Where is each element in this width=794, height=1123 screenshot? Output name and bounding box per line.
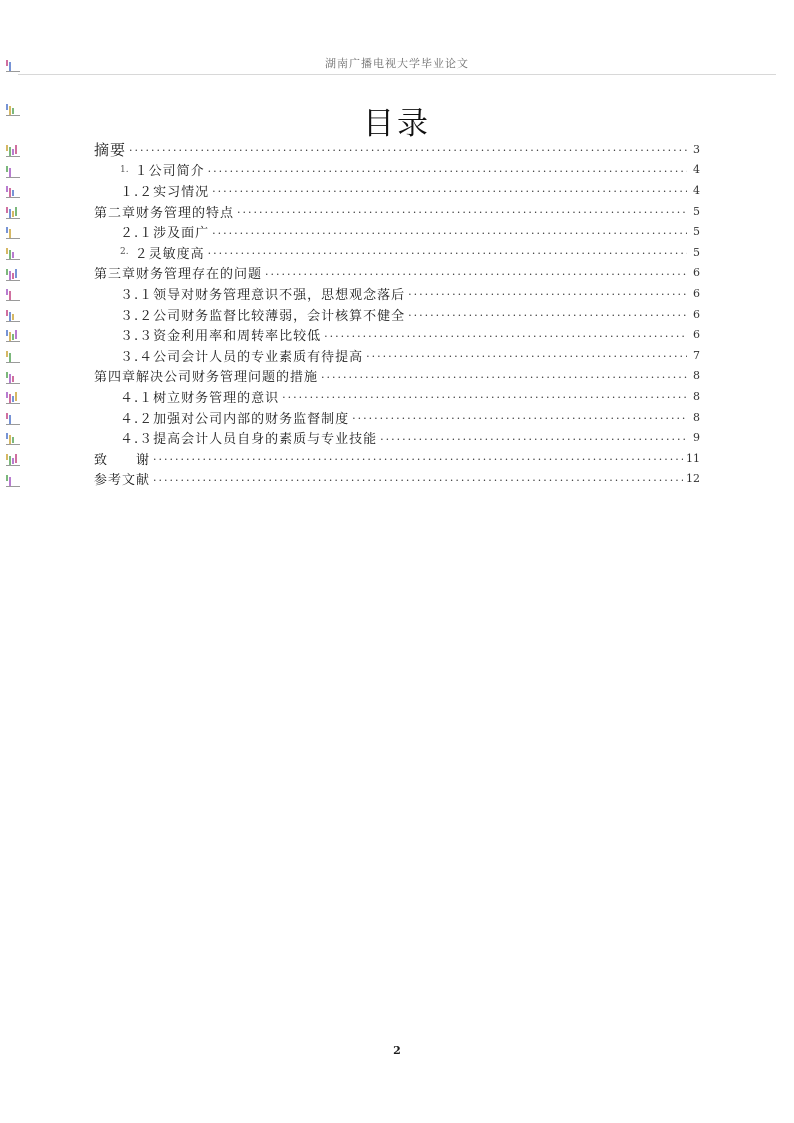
toc-entry-page: 6 bbox=[693, 328, 700, 342]
toc-entry[interactable] bbox=[94, 263, 700, 284]
toc-entry[interactable] bbox=[94, 180, 700, 201]
toc-entry-prefix: 2. bbox=[120, 247, 129, 258]
toc-entry[interactable] bbox=[94, 201, 700, 222]
toc-entry-label: ３.２公司财务监督比较薄弱，会计核算不健全 bbox=[120, 308, 406, 324]
toc-entry[interactable] bbox=[94, 386, 700, 407]
revision-mark bbox=[6, 392, 20, 404]
toc-leader-dots bbox=[153, 454, 683, 466]
toc-entry-label: ３.３资金利用率和周转率比较低 bbox=[120, 329, 322, 345]
toc-entry-label: 摘要 bbox=[94, 140, 127, 159]
toc-leader-dots bbox=[208, 166, 687, 178]
toc-leader-dots bbox=[208, 248, 687, 260]
toc-leader-dots bbox=[282, 392, 687, 404]
toc-entry[interactable] bbox=[94, 242, 700, 263]
toc-entry-page: 7 bbox=[693, 348, 700, 362]
revision-mark bbox=[6, 351, 20, 363]
toc-entry[interactable] bbox=[94, 407, 700, 428]
toc-entry-page: 4 bbox=[693, 163, 700, 177]
toc-entry-page: 8 bbox=[693, 369, 700, 383]
revision-mark bbox=[6, 413, 20, 425]
toc-entry-label: ４.２加强对公司内部的财务监督制度 bbox=[120, 411, 350, 427]
toc-entry-label: １.２实习情况 bbox=[120, 184, 210, 200]
header-rule bbox=[18, 74, 776, 75]
toc-entry-page: 6 bbox=[693, 286, 700, 300]
toc-leader-dots bbox=[212, 186, 687, 198]
toc-leader-dots bbox=[380, 434, 687, 446]
revision-mark bbox=[6, 60, 20, 72]
revision-mark bbox=[6, 330, 20, 342]
revision-mark bbox=[6, 372, 20, 384]
running-header: 湖南广播电视大学毕业论文 bbox=[325, 57, 469, 70]
toc-entry-label: １公司简介 bbox=[134, 164, 205, 180]
revision-mark bbox=[6, 145, 20, 157]
toc-entry-label: 第四章解决公司财务管理问题的措施 bbox=[94, 370, 319, 386]
toc-entry-label: ３.４公司会计人员的专业素质有待提高 bbox=[120, 349, 364, 365]
toc-entry-page: 8 bbox=[693, 389, 700, 403]
toc-entry-prefix: 1. bbox=[120, 164, 129, 175]
revision-mark bbox=[6, 248, 20, 260]
toc-entry[interactable] bbox=[94, 469, 700, 490]
toc-entry-page: 4 bbox=[693, 183, 700, 197]
revision-mark bbox=[6, 227, 20, 239]
toc-leader-dots bbox=[324, 331, 687, 343]
toc-entry-label: 第二章财务管理的特点 bbox=[94, 205, 235, 221]
revision-mark bbox=[6, 454, 20, 466]
toc-entry[interactable] bbox=[94, 366, 700, 387]
toc-entry-label: ４.１树立财务管理的意识 bbox=[120, 390, 280, 406]
toc-entry[interactable] bbox=[94, 283, 700, 304]
toc-entry-page: 8 bbox=[693, 410, 700, 424]
revision-mark bbox=[6, 186, 20, 198]
toc-entry-label: ２.１涉及面广 bbox=[120, 226, 210, 242]
revision-mark bbox=[6, 310, 20, 322]
toc-entry-page: 6 bbox=[693, 307, 700, 321]
toc-entry-label: ２灵敏度高 bbox=[134, 246, 205, 262]
toc-entry[interactable] bbox=[94, 221, 700, 242]
toc-entry-label: 致 谢 bbox=[94, 452, 151, 468]
toc-leader-dots bbox=[237, 207, 687, 219]
revision-mark bbox=[6, 433, 20, 445]
toc-entry-page: 3 bbox=[693, 142, 700, 156]
toc-leader-dots bbox=[212, 228, 687, 240]
toc-entry-page: 6 bbox=[693, 266, 700, 280]
toc-entry-label: ４.３提高会计人员自身的素质与专业技能 bbox=[120, 432, 378, 448]
toc-entry-label: 第三章财务管理存在的问题 bbox=[94, 267, 263, 283]
page-number: 2 bbox=[393, 1044, 401, 1057]
toc-entry[interactable] bbox=[94, 139, 700, 160]
toc-entry[interactable] bbox=[94, 304, 700, 325]
toc-entry[interactable] bbox=[94, 160, 700, 181]
table-of-contents bbox=[94, 139, 700, 489]
toc-entry-label: ３.１领导对财务管理意识不强，思想观念落后 bbox=[120, 287, 406, 303]
toc-entry-page: 11 bbox=[686, 451, 700, 465]
toc-entry-page: 5 bbox=[693, 204, 700, 218]
toc-title: 目录 bbox=[363, 106, 431, 142]
toc-entry-label: 参考文献 bbox=[94, 473, 151, 489]
toc-entry-page: 9 bbox=[693, 431, 700, 445]
toc-entry[interactable] bbox=[94, 427, 700, 448]
toc-entry[interactable] bbox=[94, 448, 700, 469]
toc-entry-page: 5 bbox=[693, 245, 700, 259]
toc-leader-dots bbox=[129, 145, 687, 157]
revision-mark bbox=[6, 289, 20, 301]
revision-mark bbox=[6, 269, 20, 281]
toc-entry[interactable] bbox=[94, 345, 700, 366]
toc-leader-dots bbox=[408, 310, 687, 322]
toc-leader-dots bbox=[265, 269, 687, 281]
toc-entry-page: 12 bbox=[686, 472, 700, 486]
toc-leader-dots bbox=[352, 413, 687, 425]
revision-mark bbox=[6, 207, 20, 219]
toc-leader-dots bbox=[408, 289, 687, 301]
toc-entry-page: 5 bbox=[693, 225, 700, 239]
toc-leader-dots bbox=[153, 475, 683, 487]
toc-leader-dots bbox=[321, 372, 687, 384]
toc-leader-dots bbox=[366, 351, 687, 363]
revision-mark bbox=[6, 166, 20, 178]
revision-mark bbox=[6, 475, 20, 487]
toc-entry[interactable] bbox=[94, 324, 700, 345]
